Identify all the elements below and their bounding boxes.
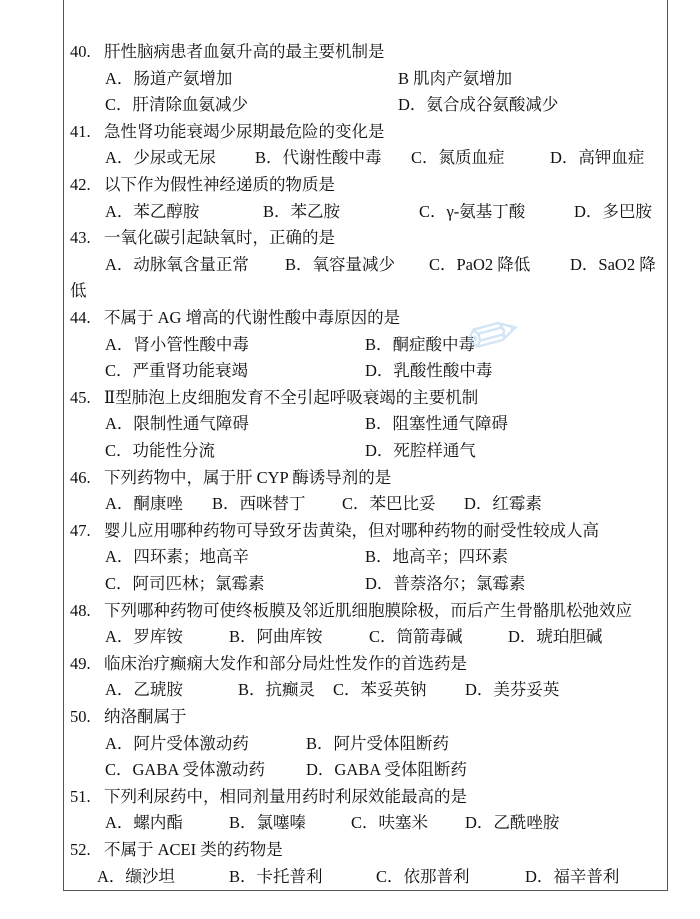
question-text: 婴儿应用哪种药物可导致牙齿黄染，但对哪种药物的耐受性较成人高 [104, 520, 599, 540]
question-text: 急性肾功能衰竭少尿期最危险的变化是 [104, 121, 385, 141]
option-b: B．地高辛；四环素 [365, 547, 509, 567]
option-a: A．乙琥胺 [105, 680, 183, 700]
question-text: 不属于 AG 增高的代谢性酸中毒原因的是 [104, 308, 401, 327]
option-a: A．肠道产氨增加 [105, 68, 233, 88]
option-d-continued: 低 [70, 281, 87, 301]
option-b: B．苯乙胺 [263, 201, 341, 221]
option-d: D．普萘洛尔；氯霉素 [365, 574, 526, 593]
question-number: 50. [70, 707, 91, 726]
option-a: A．少尿或无尿 [105, 148, 216, 168]
option-c: C．氮质血症 [411, 148, 505, 168]
question-text: 肝性脑病患者血氨升高的最主要机制是 [104, 42, 385, 61]
question-number: 43. [70, 228, 91, 248]
question-number: 44. [70, 308, 91, 327]
option-b: B．阻塞性通气障碍 [365, 414, 509, 434]
question-number: 48. [70, 600, 91, 620]
question-number: 41. [70, 121, 91, 141]
option-c: C．依那普利 [376, 866, 470, 886]
option-a: A．四环素；地高辛 [105, 547, 249, 567]
question-text: 下列药物中，属于肝 CYP 酶诱导剂的是 [104, 467, 392, 487]
option-c: C．呋塞米 [351, 813, 429, 833]
option-a: A．动脉氧含量正常 [105, 254, 249, 274]
option-d: D．高钾血症 [550, 148, 645, 168]
option-a: A．罗库铵 [105, 627, 183, 647]
option-c: C．PaO2 降低 [429, 254, 531, 274]
question-text: 下列利尿药中，相同剂量用药时利尿效能最高的是 [104, 786, 467, 806]
option-a: A．肾小管性酸中毒 [105, 334, 249, 354]
option-b: B．氧容量减少 [285, 254, 396, 274]
question-number: 40. [70, 42, 91, 61]
option-c: C．苯巴比妥 [342, 494, 436, 514]
option-c: C．γ-氨基丁酸 [419, 201, 526, 221]
question-text: 临床治疗癫痫大发作和部分局灶性发作的首选药是 [104, 653, 467, 673]
option-c: C．严重肾功能衰竭 [105, 361, 249, 381]
option-d: D．SaO2 降 [570, 254, 656, 274]
option-a: A．缬沙坦 [97, 866, 175, 886]
option-d: D．琥珀胆碱 [508, 627, 603, 647]
option-c: C．阿司匹林；氯霉素 [105, 574, 265, 593]
question-text: 纳洛酮属于 [104, 707, 187, 726]
question-text: 一氧化碳引起缺氧时，正确的是 [104, 228, 335, 248]
question-text: 以下作为假性神经递质的物质是 [104, 175, 335, 194]
option-b: B．卡托普利 [229, 866, 323, 886]
option-a: A．限制性通气障碍 [105, 414, 249, 434]
option-b: B．西咪替丁 [212, 494, 306, 514]
option-c: C．GABA 受体激动药 [105, 760, 265, 780]
option-b: B 肌肉产氨增加 [398, 68, 513, 88]
option-c: C．功能性分流 [105, 441, 216, 460]
question-number: 46. [70, 467, 91, 487]
question-number: 42. [70, 175, 91, 194]
option-d: D．红霉素 [464, 494, 542, 514]
option-d: D．乳酸性酸中毒 [365, 361, 493, 381]
question-text: 不属于 ACEI 类的药物是 [104, 840, 283, 859]
option-d: D．乙酰唑胺 [465, 813, 560, 833]
option-b: B．抗癫灵 [238, 680, 316, 700]
option-a: A．螺内酯 [105, 813, 183, 833]
question-number: 52. [70, 840, 91, 859]
option-d: D．死腔样通气 [365, 441, 476, 460]
watermark: ✎ [452, 295, 539, 375]
option-b: B．阿曲库铵 [229, 627, 323, 647]
option-a: A．酮康唑 [105, 494, 183, 514]
option-d: D．GABA 受体阻断药 [306, 760, 467, 780]
option-b: B．氯噻嗪 [229, 813, 307, 833]
option-d: D．福辛普利 [525, 866, 620, 886]
question-number: 49. [70, 653, 91, 673]
question-number: 47. [70, 520, 91, 540]
option-c: C．苯妥英钠 [333, 680, 427, 700]
option-d: D．多巴胺 [574, 201, 652, 221]
option-c: C．筒箭毒碱 [369, 627, 463, 647]
question-text: Ⅱ型肺泡上皮细胞发育不全引起呼吸衰竭的主要机制 [104, 387, 479, 407]
option-d: D．氨合成谷氨酸减少 [398, 95, 559, 115]
option-c: C．肝清除血氨减少 [105, 95, 249, 115]
question-text: 下列哪种药物可使终板膜及邻近肌细胞膜除极，而后产生骨骼肌松弛效应 [104, 600, 632, 620]
question-number: 51. [70, 786, 91, 806]
option-d: D．美芬妥英 [465, 680, 560, 700]
option-b: B．阿片受体阻断药 [306, 733, 450, 753]
option-a: A．苯乙醇胺 [105, 201, 200, 221]
option-b: B．代谢性酸中毒 [255, 148, 382, 168]
option-b: B．酮症酸中毒 [365, 334, 476, 354]
option-a: A．阿片受体激动药 [105, 733, 249, 753]
question-number: 45. [70, 387, 91, 407]
